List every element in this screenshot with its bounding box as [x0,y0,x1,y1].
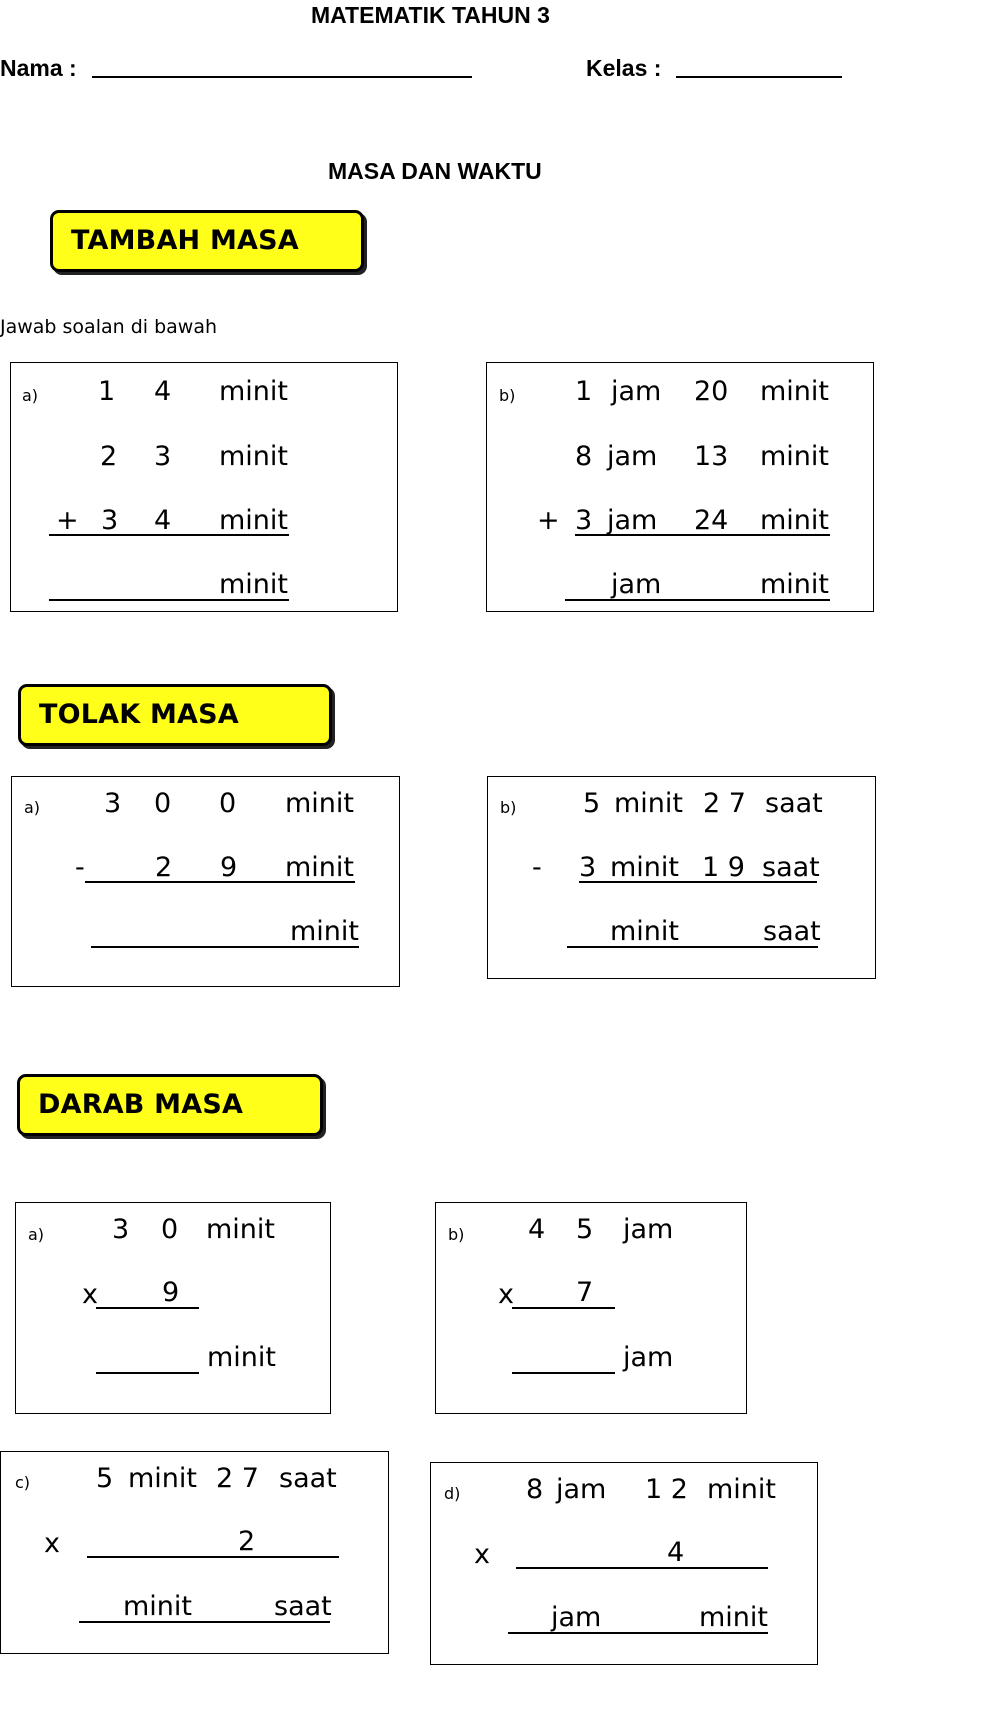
question-label: d) [444,1484,461,1503]
nama-label: Nama : [0,55,77,81]
digit: 3 [101,505,119,536]
unit-jam: jam [623,1214,674,1245]
product-line [96,1307,199,1309]
answer-line[interactable] [567,946,818,948]
unit-jam: jam [611,376,662,407]
difference-line [579,881,817,883]
tolak-masa-heading: TOLAK MASA [39,698,239,730]
unit-jam: jam [551,1602,602,1633]
question-label: a) [22,386,39,405]
answer-line[interactable] [79,1621,330,1623]
unit-minit: minit [206,1214,276,1245]
question-label: c) [15,1473,31,1492]
darab-question-b [435,1202,747,1414]
unit-jam: jam [556,1474,607,1505]
tolak-question-a [11,776,400,987]
number: 1 9 [702,852,745,883]
digit: 3 [154,441,172,472]
darab-question-d [430,1462,818,1665]
unit-minit: minit [707,1474,777,1505]
multiplier: 7 [576,1277,594,1308]
digit: 8 [575,441,593,472]
times-sign: x [474,1539,490,1570]
digit: 2 [155,852,173,883]
digit: 9 [220,852,238,883]
answer-line[interactable] [512,1372,615,1374]
unit-minit: minit [123,1591,193,1622]
unit-jam: jam [607,505,658,536]
unit-minit: minit [610,916,680,947]
darab-masa-heading: DARAB MASA [38,1088,244,1120]
answer-line[interactable] [508,1632,768,1634]
number: 1 2 [645,1474,688,1505]
darab-masa-banner [17,1074,323,1136]
unit-saat: saat [762,852,820,883]
digit: 4 [528,1214,546,1245]
plus-sign: + [537,505,560,536]
tambah-question-a [10,362,398,612]
unit-minit: minit [285,852,355,883]
unit-minit: minit [219,376,289,407]
tolak-question-b [487,776,876,979]
times-sign: x [44,1528,60,1559]
number: 13 [694,441,729,472]
tolak-masa-banner [18,684,332,746]
plus-sign: + [56,505,79,536]
minus-sign: - [532,852,542,883]
digit: 0 [161,1214,179,1245]
digit: 1 [98,376,116,407]
unit-minit: minit [760,376,830,407]
question-label: b) [448,1225,465,1244]
sum-line [49,534,289,536]
question-label: b) [499,386,516,405]
unit-saat: saat [765,788,823,819]
digit: 8 [526,1474,544,1505]
unit-minit: minit [219,441,289,472]
answer-line[interactable] [96,1372,199,1374]
digit: 3 [575,505,593,536]
darab-question-a [15,1202,331,1414]
question-label: a) [24,798,41,817]
unit-minit: minit [207,1342,277,1373]
unit-saat: saat [763,916,821,947]
unit-saat: saat [279,1463,337,1494]
multiplier: 2 [238,1526,256,1557]
digit: 3 [104,788,122,819]
number: 2 7 [703,788,746,819]
unit-minit: minit [699,1602,769,1633]
kelas-answer-line[interactable] [676,76,842,78]
difference-line [85,881,355,883]
unit-jam: jam [623,1342,674,1373]
digit: 4 [154,376,172,407]
digit: 2 [100,441,118,472]
question-label: a) [28,1225,45,1244]
digit: 3 [579,852,597,883]
digit: 3 [112,1214,130,1245]
answer-line[interactable] [91,946,359,948]
number: 20 [694,376,729,407]
unit-minit: minit [285,788,355,819]
unit-minit: minit [128,1463,198,1494]
minus-sign: - [75,852,85,883]
product-line [87,1556,339,1558]
unit-minit: minit [219,505,289,536]
number: 2 7 [216,1463,259,1494]
digit: 5 [576,1214,594,1245]
tambah-question-b [486,362,874,612]
times-sign: x [82,1279,98,1310]
tambah-masa-banner [50,210,364,272]
unit-jam: jam [607,441,658,472]
digit: 4 [154,505,172,536]
instruction-text: Jawab soalan di bawah [0,316,218,338]
darab-question-c [0,1451,389,1654]
product-line [512,1307,615,1309]
sum-line [575,534,830,536]
digit: 1 [575,376,593,407]
unit-minit: minit [610,852,680,883]
digit: 0 [219,788,237,819]
unit-minit: minit [290,916,360,947]
number: 24 [694,505,729,536]
digit: 5 [583,788,601,819]
kelas-label: Kelas : [586,55,662,81]
tambah-masa-heading: TAMBAH MASA [71,224,299,256]
product-line [516,1567,768,1569]
unit-minit: minit [760,569,830,600]
times-sign: x [498,1279,514,1310]
question-label: b) [500,798,517,817]
nama-answer-line[interactable] [92,76,472,78]
digit: 0 [154,788,172,819]
unit-jam: jam [611,569,662,600]
worksheet-title: MATEMATIK TAHUN 3 [311,2,550,28]
unit-minit: minit [760,505,830,536]
answer-line[interactable] [49,599,289,601]
multiplier: 9 [162,1277,180,1308]
answer-line[interactable] [565,599,830,601]
unit-saat: saat [274,1591,332,1622]
unit-minit: minit [219,569,289,600]
unit-minit: minit [760,441,830,472]
unit-minit: minit [614,788,684,819]
digit: 5 [96,1463,114,1494]
multiplier: 4 [667,1537,685,1568]
section-title: MASA DAN WAKTU [328,158,542,184]
